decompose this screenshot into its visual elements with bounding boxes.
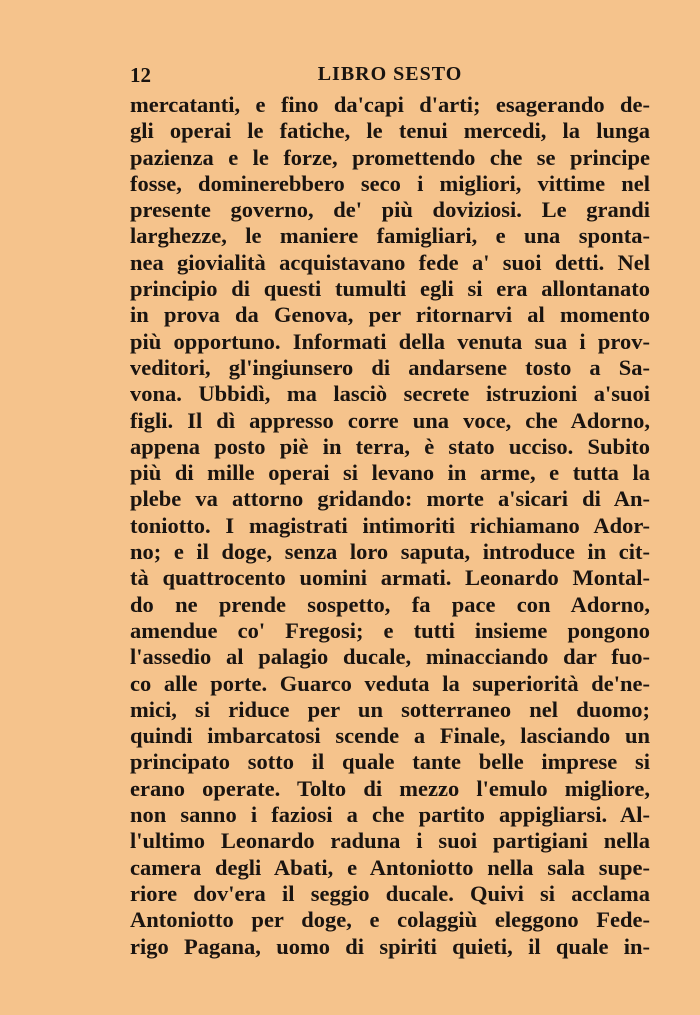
text-line: camera degli Abati, e Antoniotto nella sala supe- — [130, 854, 650, 880]
text-line: riore dov'era il seggio ducale. Quivi si acclama — [130, 880, 650, 906]
text-line: in prova da Genova, per ritornarvi al momento — [130, 302, 650, 328]
text-line: do ne prende sospetto, fa pace con Adorno, — [130, 591, 650, 617]
text-line: pazienza e le forze, promettendo che se principe — [130, 144, 650, 170]
text-line: nea giovialità acquistavano fede a' suoi detti. Nel — [130, 249, 650, 275]
text-line: rigo Pagana, uomo di spiriti quieti, il quale in- — [130, 933, 650, 959]
text-line: principato sotto il quale tante belle imprese si — [130, 749, 650, 775]
text-line: toniotto. I magistrati intimoriti richiamano Ador- — [130, 512, 650, 538]
text-line: Antoniotto per doge, e colaggiù eleggono Fede- — [130, 907, 650, 933]
text-line: presente governo, de' più doviziosi. Le grandi — [130, 197, 650, 223]
text-line: figli. Il dì appresso corre una voce, che Adorno, — [130, 407, 650, 433]
text-line: plebe va attorno gridando: morte a'sicari di An- — [130, 486, 650, 512]
text-line: l'ultimo Leonardo raduna i suoi partigiani nella — [130, 828, 650, 854]
text-line: larghezze, le maniere famigliari, e una sponta- — [130, 223, 650, 249]
body-text — [130, 92, 650, 960]
text-line: fosse, dominerebbero seco i migliori, vittime nel — [130, 170, 650, 196]
text-line: quindi imbarcatosi scende a Finale, lasciando un — [130, 723, 650, 749]
text-line: mercatanti, e fino da'capi d'arti; esagerando de- — [130, 92, 650, 117]
text-line: no; e il doge, senza loro saputa, introduce in cit- — [130, 539, 650, 565]
text-line: non sanno i faziosi a che partito appigliarsi. Al- — [130, 802, 650, 828]
text-line: co alle porte. Guarco veduta la superiorità de'ne- — [130, 670, 650, 696]
text-line: erano operate. Tolto di mezzo l'emulo migliore, — [130, 775, 650, 801]
text-line: vona. Ubbidì, ma lasciò secrete istruzioni a'suoi — [130, 381, 650, 407]
text-line: l'assedio al palagio ducale, minacciando dar fuo- — [130, 644, 650, 670]
running-title: LIBRO SESTO — [317, 63, 463, 85]
text-line: appena posto piè in terra, è stato ucciso. Subito — [130, 433, 650, 459]
text-line: veditori, gl'ingiunsero di andarsene tosto a Sa- — [130, 354, 650, 380]
text-line: più opportuno. Informati della venuta sua i prov- — [130, 328, 650, 354]
text-line: amendue co' Fregosi; e tutti insieme pongono — [130, 617, 650, 643]
text-line: gli operai le fatiche, le tenui mercedi, la lunga — [130, 118, 650, 144]
page-number: 12 — [130, 63, 151, 87]
text-line: principio di questi tumulti egli si era allontanato — [130, 276, 650, 302]
text-line: tà quattrocento uomini armati. Leonardo Montal- — [130, 565, 650, 591]
text-line: più di mille operai si levano in arme, e tutta la — [130, 460, 650, 486]
page-header — [130, 63, 650, 89]
text-line: mici, si riduce per un sotterraneo nel duomo; — [130, 696, 650, 722]
